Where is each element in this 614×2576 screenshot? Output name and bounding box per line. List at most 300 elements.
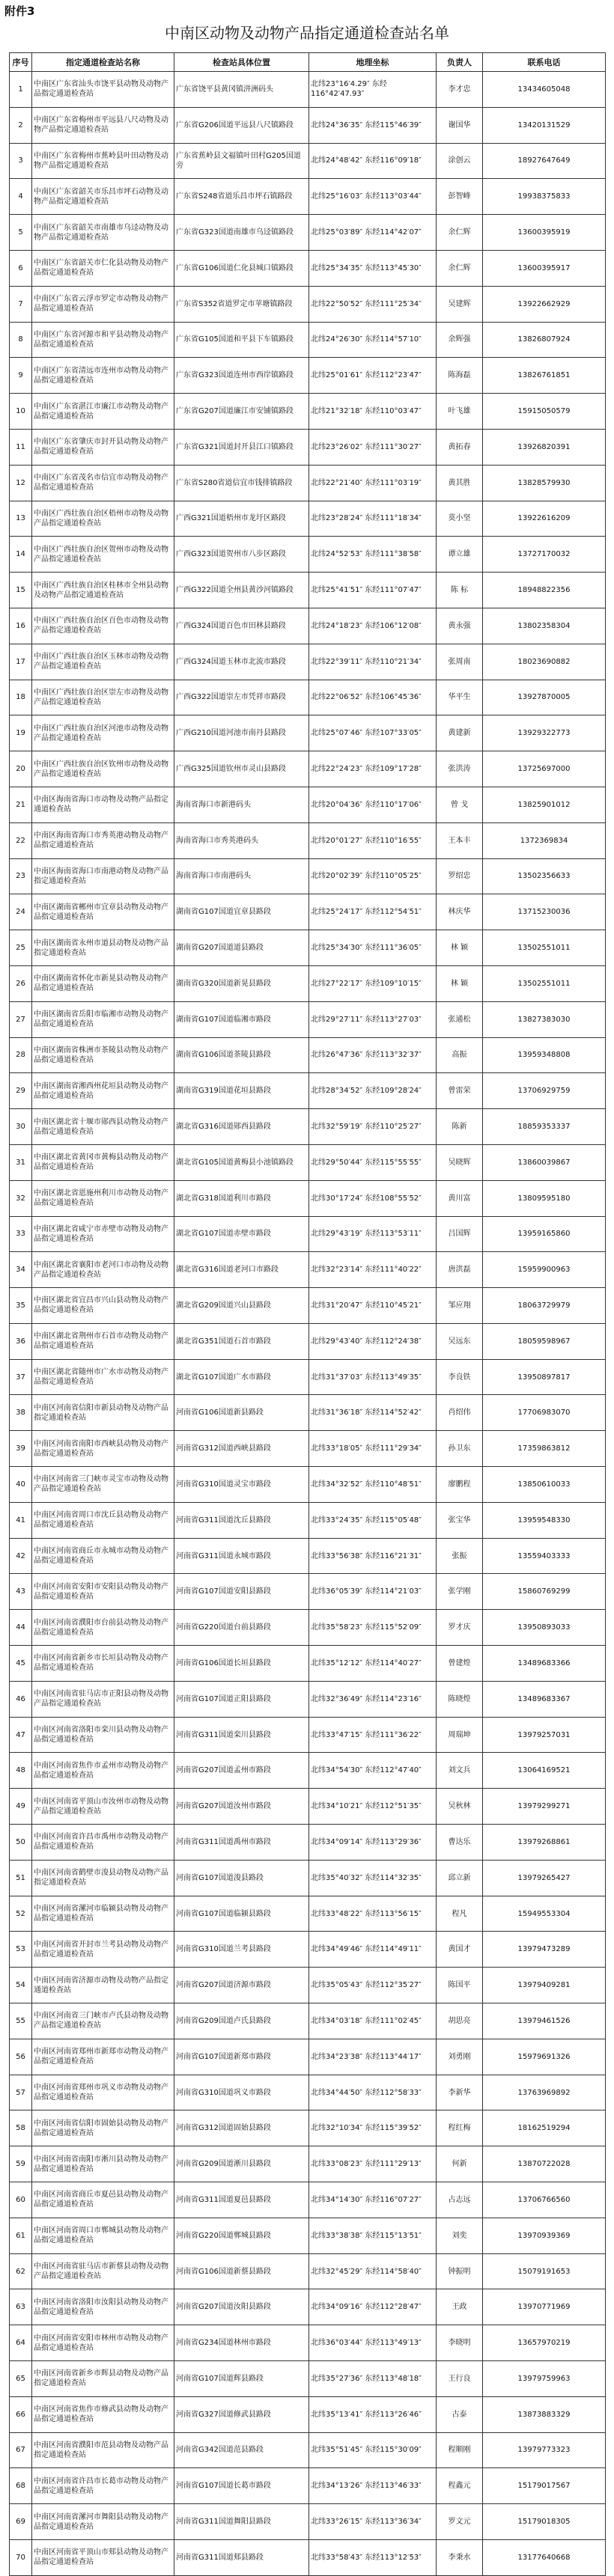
cell-phone: 15179017567 [483, 2468, 606, 2504]
header-phone: 联系电话 [483, 53, 606, 72]
cell-station-name: 中南区湖南省岳阳市临湘市动物及动物产品指定通道检查站 [32, 1001, 174, 1037]
cell-station-name: 中南区广东省梅州市平远县八尺动物及动物产品指定通道检查站 [32, 107, 174, 143]
cell-person: 曾建煌 [437, 1646, 483, 1682]
cell-station-name: 中南区河南省漯河市舞阳县动物及动物产品指定通道检查站 [32, 2504, 174, 2540]
cell-location: 湖南省G106国道茶陵县路段 [174, 1037, 309, 1073]
cell-person: 程红梅 [437, 2110, 483, 2146]
cell-number: 4 [10, 179, 32, 215]
cell-station-name: 中南区湖北省荆州市石首市动物及动物产品指定通道检查站 [32, 1323, 174, 1359]
cell-person: 邱立新 [437, 1860, 483, 1896]
cell-coordinates: 北纬21°32′18″ 东经110°03′47″ [309, 394, 437, 430]
table-row [10, 1467, 606, 1503]
cell-person: 李良铁 [437, 1359, 483, 1395]
cell-phone: 13826761851 [483, 358, 606, 394]
cell-location: 河南省G107国道临颍县路段 [174, 1896, 309, 1932]
cell-station-name: 中南区海南省海口市南港动物及动物产品指定通道检查站 [32, 858, 174, 894]
cell-phone: 13950893033 [483, 1610, 606, 1646]
cell-person: 李秉水 [437, 2539, 483, 2575]
cell-coordinates: 北纬33°08′23″ 东经111°29′13″ [309, 2146, 437, 2182]
cell-phone: 13979461526 [483, 2003, 606, 2039]
cell-number: 16 [10, 608, 32, 644]
cell-coordinates: 北纬27°22′17″ 东经109°10′15″ [309, 965, 437, 1001]
cell-coordinates: 北纬34°09′14″ 东经113°29′36″ [309, 1825, 437, 1861]
cell-phone: 13434605048 [483, 72, 606, 108]
cell-station-name: 中南区河南省焦作市修武县动物及动物产品指定通道检查站 [32, 2396, 174, 2432]
cell-number: 24 [10, 894, 32, 930]
cell-coordinates: 北纬35°12′12″ 东经114°40′27″ [309, 1646, 437, 1682]
cell-location: 广东省饶平县黄冈镇汫洲码头 [174, 72, 309, 108]
cell-coordinates: 北纬33°38′38″ 东经115°13′51″ [309, 2218, 437, 2253]
cell-phone: 13926820391 [483, 429, 606, 465]
cell-phone: 13600395919 [483, 215, 606, 251]
cell-coordinates: 北纬34°44′50″ 东经112°58′33″ [309, 2075, 437, 2110]
cell-coordinates: 北纬31°36′18″ 东经114°52′42″ [309, 1395, 437, 1431]
cell-location: 湖北省G105国道黄梅县小池镇路段 [174, 1144, 309, 1180]
cell-phone: 13502551011 [483, 965, 606, 1001]
cell-location: 海南省海口市南港码头 [174, 858, 309, 894]
cell-number: 68 [10, 2468, 32, 2504]
cell-coordinates: 北纬25°34′30″ 东经111°36′05″ [309, 930, 437, 966]
table-row [10, 2110, 606, 2146]
cell-number: 50 [10, 1825, 32, 1861]
cell-number: 32 [10, 1180, 32, 1216]
cell-number: 36 [10, 1323, 32, 1359]
cell-person: 陈海磊 [437, 358, 483, 394]
cell-person: 刘奕 [437, 2218, 483, 2253]
cell-station-name: 中南区河南省开封市兰考县动物及动物产品指定通道检查站 [32, 1932, 174, 1968]
cell-phone: 18023690882 [483, 644, 606, 680]
cell-number: 62 [10, 2253, 32, 2289]
cell-location: 湖北省G318国道利川市路段 [174, 1180, 309, 1216]
cell-number: 66 [10, 2396, 32, 2432]
cell-location: 广西G321国道梧州市龙圩区路段 [174, 501, 309, 537]
cell-person: 张振 [437, 1538, 483, 1574]
cell-coordinates: 北纬25°34′35″ 东经113°45′30″ [309, 250, 437, 286]
cell-location: 广西G324国道玉林市北流市路段 [174, 644, 309, 680]
header-person: 负责人 [437, 53, 483, 72]
cell-location: 河南省G107国道长葛市路段 [174, 2468, 309, 2504]
cell-phone: 18859353337 [483, 1109, 606, 1145]
cell-station-name: 中南区河南省周口市沈丘县动物及动物产品指定通道检查站 [32, 1502, 174, 1538]
cell-coordinates: 北纬25°01′61″ 东经112°23′47″ [309, 358, 437, 394]
cell-number: 25 [10, 930, 32, 966]
cell-number: 54 [10, 1968, 32, 2003]
table-row [10, 1252, 606, 1288]
cell-coordinates: 北纬24°36′35″ 东经115°46′39″ [309, 107, 437, 143]
cell-phone: 15915050579 [483, 394, 606, 430]
table-row [10, 1825, 606, 1861]
cell-person: 黄拓春 [437, 429, 483, 465]
cell-location: 湖北省G107国道赤壁市路段 [174, 1216, 309, 1252]
cell-number: 13 [10, 501, 32, 537]
cell-coordinates: 北纬20°02′39″ 东经110°05′25″ [309, 858, 437, 894]
cell-phone: 13727170032 [483, 537, 606, 573]
table-row [10, 1610, 606, 1646]
cell-station-name: 中南区广西壮族自治区崇左市动物及动物产品指定通道检查站 [32, 680, 174, 715]
cell-location: 广西G322国道崇左市凭祥市路段 [174, 680, 309, 715]
cell-station-name: 中南区湖北省宜昌市兴山县动物及动物产品指定通道检查站 [32, 1288, 174, 1324]
cell-phone: 13979268861 [483, 1825, 606, 1861]
cell-location: 河南省G107国道浚县路段 [174, 1860, 309, 1896]
cell-coordinates: 北纬22°06′52″ 东经106°45′36″ [309, 680, 437, 715]
cell-number: 3 [10, 143, 32, 179]
cell-number: 55 [10, 2003, 32, 2039]
table-row [10, 1431, 606, 1467]
cell-station-name: 中南区广东省河源市和平县动物及动物产品指定通道检查站 [32, 322, 174, 358]
cell-location: 广东省G207国道廉江市安铺镇路段 [174, 394, 309, 430]
table-row [10, 1001, 606, 1037]
cell-station-name: 中南区湖北省恩施州利川市动物及动物产品指定通道检查站 [32, 1180, 174, 1216]
cell-person: 罗绍忠 [437, 858, 483, 894]
cell-coordinates: 北纬35°51′45″ 东经115°30′09″ [309, 2432, 437, 2468]
cell-station-name: 中南区广西壮族自治区钦州市动物及动物产品指定通道检查站 [32, 751, 174, 787]
cell-person: 李新华 [437, 2075, 483, 2110]
table-row [10, 501, 606, 537]
cell-station-name: 中南区湖北省襄阳市老河口市动物及动物产品指定通道检查站 [32, 1252, 174, 1288]
cell-number: 41 [10, 1502, 32, 1538]
cell-person: 李才忠 [437, 72, 483, 108]
cell-station-name: 中南区湖北省黄冈市黄梅县动物及动物产品指定通道检查站 [32, 1144, 174, 1180]
cell-location: 广西G210国道河池市南丹县路段 [174, 715, 309, 751]
cell-station-name: 中南区湖南省永州市道县动物及动物产品指定通道检查站 [32, 930, 174, 966]
cell-person: 胡思亮 [437, 2003, 483, 2039]
cell-location: 湖南省G107国道宜章县路段 [174, 894, 309, 930]
cell-location: 河南省G207国道汝阳县路段 [174, 2289, 309, 2325]
table-row [10, 1789, 606, 1825]
cell-station-name: 中南区河南省濮阳市台前县动物及动物产品指定通道检查站 [32, 1610, 174, 1646]
cell-number: 30 [10, 1109, 32, 1145]
cell-coordinates: 北纬20°01′27″ 东经110°16′55″ [309, 822, 437, 858]
cell-person: 王行良 [437, 2361, 483, 2397]
cell-phone: 13802358304 [483, 608, 606, 644]
cell-person: 程顺刚 [437, 2432, 483, 2468]
cell-person: 黄川富 [437, 1180, 483, 1216]
cell-person: 王本丰 [437, 822, 483, 858]
table-row [10, 1717, 606, 1753]
table-row [10, 537, 606, 573]
cell-phone: 13979759963 [483, 2361, 606, 2397]
cell-location: 海南省海口市秀英港码头 [174, 822, 309, 858]
cell-coordinates: 北纬35°05′43″ 东经112°35′27″ [309, 1968, 437, 2003]
cell-station-name: 中南区河南省南阳市西峡县动物及动物产品指定通道检查站 [32, 1431, 174, 1467]
cell-number: 51 [10, 1860, 32, 1896]
cell-person: 华平生 [437, 680, 483, 715]
cell-number: 7 [10, 286, 32, 322]
table-row [10, 2003, 606, 2039]
cell-station-name: 中南区河南省平顶山市郏县动物及动物产品指定通道检查站 [32, 2539, 174, 2575]
cell-person: 叶飞雄 [437, 394, 483, 430]
cell-station-name: 中南区广西壮族自治区玉林市动物及动物产品指定通道检查站 [32, 644, 174, 680]
cell-station-name: 中南区河南省南阳市淅川县动物及动物产品指定通道检查站 [32, 2146, 174, 2182]
cell-number: 8 [10, 322, 32, 358]
cell-phone: 13959348808 [483, 1037, 606, 1073]
cell-coordinates: 北纬33°56′38″ 东经116°21′31″ [309, 1538, 437, 1574]
cell-location: 广西G325国道钦州市灵山县路段 [174, 751, 309, 787]
cell-station-name: 中南区河南省许昌市禹州市动物及动物产品指定通道检查站 [32, 1825, 174, 1861]
cell-person: 程鑫元 [437, 2468, 483, 2504]
cell-location: 广东省蕉岭县文福镇叶田村G205国道旁 [174, 143, 309, 179]
cell-person: 吕国辉 [437, 1216, 483, 1252]
table-row [10, 894, 606, 930]
header-coordinates: 地理坐标 [309, 53, 437, 72]
cell-person: 余仁辉 [437, 250, 483, 286]
cell-person: 彭智峰 [437, 179, 483, 215]
cell-coordinates: 北纬25°16′03″ 东经113°03′44″ [309, 179, 437, 215]
cell-number: 1 [10, 72, 32, 108]
cell-coordinates: 北纬22°21′40″ 东经111°03′19″ [309, 465, 437, 501]
cell-coordinates: 北纬29°27′11″ 东经113°27′03″ [309, 1001, 437, 1037]
table-row [10, 1896, 606, 1932]
cell-phone: 18063729979 [483, 1288, 606, 1324]
cell-location: 广东省G105国道和平县下车镇路段 [174, 322, 309, 358]
cell-number: 58 [10, 2110, 32, 2146]
cell-location: 湖北省G107国道广水市路段 [174, 1359, 309, 1395]
table-row [10, 394, 606, 430]
cell-station-name: 中南区河南省平顶山市汝州市动物及动物产品指定通道检查站 [32, 1789, 174, 1825]
cell-number: 6 [10, 250, 32, 286]
cell-number: 56 [10, 2039, 32, 2075]
cell-person: 曾雷荣 [437, 1073, 483, 1109]
cell-location: 海南省海口市新港码头 [174, 787, 309, 822]
table-row [10, 107, 606, 143]
table-row [10, 1860, 606, 1896]
cell-station-name: 中南区广东省湛江市廉江市动物及动物产品指定通道检查站 [32, 394, 174, 430]
cell-number: 63 [10, 2289, 32, 2325]
cell-phone: 13959165860 [483, 1216, 606, 1252]
cell-station-name: 中南区广东省茂名市信宜市动物及动物产品指定通道检查站 [32, 465, 174, 501]
cell-station-name: 中南区广东省清远市连州市动物及动物产品指定通道检查站 [32, 358, 174, 394]
cell-coordinates: 北纬23°16′4.29″ 东经116°42′47.93″ [309, 72, 437, 108]
cell-coordinates: 北纬31°37′03″ 东经113°49′35″ [309, 1359, 437, 1395]
cell-coordinates: 北纬33°47′15″ 东经111°36′22″ [309, 1717, 437, 1753]
cell-person: 张周南 [437, 644, 483, 680]
cell-coordinates: 北纬24°18′23″ 东经106°12′08″ [309, 608, 437, 644]
cell-station-name: 中南区河南省周口市郸城县动物及动物产品指定通道检查站 [32, 2218, 174, 2253]
table-body [10, 72, 606, 2576]
cell-coordinates: 北纬25°07′46″ 东经107°33′05″ [309, 715, 437, 751]
table-row [10, 1968, 606, 2003]
cell-person: 吴远东 [437, 1323, 483, 1359]
cell-station-name: 中南区河南省郑州市新郑市动物及动物产品指定通道检查站 [32, 2039, 174, 2075]
cell-person: 占志远 [437, 2182, 483, 2218]
cell-coordinates: 北纬34°10′21″ 东经112°51′35″ [309, 1789, 437, 1825]
cell-phone: 13559403333 [483, 1538, 606, 1574]
cell-person: 高振 [437, 1037, 483, 1073]
cell-station-name: 中南区河南省鹤壁市浚县动物及动物产品指定通道检查站 [32, 1860, 174, 1896]
cell-station-name: 中南区河南省驻马店市正阳县动物及动物产品指定通道检查站 [32, 1681, 174, 1717]
cell-location: 广西G323国道贺州市八步区路段 [174, 537, 309, 573]
cell-station-name: 中南区河南省信阳市新县动物及动物产品指定通道检查站 [32, 1395, 174, 1431]
cell-station-name: 中南区河南省商丘市夏邑县动物及动物产品指定通道检查站 [32, 2182, 174, 2218]
table-row [10, 858, 606, 894]
cell-person: 黄国才 [437, 1932, 483, 1968]
cell-number: 44 [10, 1610, 32, 1646]
cell-location: 河南省G209国道卢氏县路段 [174, 2003, 309, 2039]
cell-number: 35 [10, 1288, 32, 1324]
cell-station-name: 中南区河南省安阳市安阳县动物及动物产品指定通道检查站 [32, 1574, 174, 1610]
cell-location: 河南省G311国道禹州市路段 [174, 1825, 309, 1861]
cell-location: 河南省G310国道巩义市路段 [174, 2075, 309, 2110]
cell-number: 70 [10, 2539, 32, 2575]
cell-location: 河南省G220国道台前县路段 [174, 1610, 309, 1646]
cell-location: 湖南省G207国道道县路段 [174, 930, 309, 966]
table-row [10, 2396, 606, 2432]
cell-phone: 13979773323 [483, 2432, 606, 2468]
table-row [10, 1037, 606, 1073]
cell-station-name: 中南区河南省濮阳市范县动物及动物产品指定通道检查站 [32, 2432, 174, 2468]
cell-location: 河南省G310国道灵宝市路段 [174, 1467, 309, 1503]
cell-coordinates: 北纬29°43′40″ 东经112°24′38″ [309, 1323, 437, 1359]
table-row [10, 2075, 606, 2110]
document-title: 中南区动物及动物产品指定通道检查站名单 [165, 24, 449, 42]
cell-number: 53 [10, 1932, 32, 1968]
cell-number: 69 [10, 2504, 32, 2540]
cell-person: 谢国华 [437, 107, 483, 143]
table-row [10, 787, 606, 822]
cell-location: 河南省G311国道栾川县路段 [174, 1717, 309, 1753]
cell-phone: 18162519294 [483, 2110, 606, 2146]
cell-phone: 13870722028 [483, 2146, 606, 2182]
cell-coordinates: 北纬20°04′36″ 东经110°17′06″ [309, 787, 437, 822]
cell-station-name: 中南区广西壮族自治区桂林市全州县动物及动物产品指定通道检查站 [32, 573, 174, 608]
cell-phone: 17359863812 [483, 1431, 606, 1467]
cell-station-name: 中南区湖南省怀化市新晃县动物及动物产品指定通道检查站 [32, 965, 174, 1001]
cell-coordinates: 北纬33°26′15″ 东经113°36′34″ [309, 2504, 437, 2540]
table-row [10, 2325, 606, 2361]
cell-phone: 15979691326 [483, 2039, 606, 2075]
cell-station-name: 中南区广西壮族自治区贺州市动物及动物产品指定通道检查站 [32, 537, 174, 573]
table-row [10, 965, 606, 1001]
cell-station-name: 中南区海南省海口市动物及动物产品指定通道检查站 [32, 787, 174, 822]
cell-station-name: 中南区广西壮族自治区百色市动物及动物产品指定通道检查站 [32, 608, 174, 644]
cell-person: 林 颖 [437, 930, 483, 966]
cell-location: 河南省G312国道西峡县路段 [174, 1431, 309, 1467]
cell-person: 谭立雄 [437, 537, 483, 573]
table-row [10, 1753, 606, 1789]
table-row [10, 2432, 606, 2468]
cell-number: 42 [10, 1538, 32, 1574]
cell-person: 张宝华 [437, 1502, 483, 1538]
table-header-row [10, 53, 606, 72]
cell-person: 张通松 [437, 1001, 483, 1037]
annex-label: 附件3 [4, 4, 35, 18]
cell-person: 曹达乐 [437, 1825, 483, 1861]
table-row [10, 1502, 606, 1538]
cell-coordinates: 北纬22°24′23″ 东经109°17′28″ [309, 751, 437, 787]
cell-location: 广东省S352省道罗定市苹塘镇路段 [174, 286, 309, 322]
cell-station-name: 中南区广东省韶关市仁化县动物及动物产品指定通道检查站 [32, 250, 174, 286]
cell-location: 广东省G106国道仁化县城口镇路段 [174, 250, 309, 286]
cell-phone: 13657970219 [483, 2325, 606, 2361]
cell-number: 21 [10, 787, 32, 822]
table-row [10, 2361, 606, 2397]
cell-coordinates: 北纬34°54′30″ 东经112°47′40″ [309, 1753, 437, 1789]
header-location: 检查站具体位置 [174, 53, 309, 72]
cell-coordinates: 北纬24°26′30″ 东经114°57′10″ [309, 322, 437, 358]
cell-location: 湖北省G316国道郧西县路段 [174, 1109, 309, 1145]
cell-phone: 13979409281 [483, 1968, 606, 2003]
cell-phone: 13826807924 [483, 322, 606, 358]
cell-coordinates: 北纬36°05′39″ 东经114°21′03″ [309, 1574, 437, 1610]
cell-station-name: 中南区河南省漯河市临颍县动物及动物产品指定通道检查站 [32, 1896, 174, 1932]
cell-coordinates: 北纬34°09′16″ 东经112°28′47″ [309, 2289, 437, 2325]
cell-phone: 13809595180 [483, 1180, 606, 1216]
cell-station-name: 中南区广东省云浮市罗定市动物及动物产品指定通道检查站 [32, 286, 174, 322]
cell-coordinates: 北纬25°24′17″ 东经112°54′51″ [309, 894, 437, 930]
cell-phone: 13715230036 [483, 894, 606, 930]
cell-location: 河南省G311国道沈丘县路段 [174, 1502, 309, 1538]
cell-person: 陈新 [437, 1109, 483, 1145]
header-station-name: 指定通道检查站名称 [32, 53, 174, 72]
cell-coordinates: 北纬34°14′30″ 东经116°07′27″ [309, 2182, 437, 2218]
cell-location: 湖北省G351国道石首市路段 [174, 1323, 309, 1359]
cell-phone: 13979299271 [483, 1789, 606, 1825]
cell-number: 18 [10, 680, 32, 715]
cell-person: 张洪涛 [437, 751, 483, 787]
cell-phone: 13979257031 [483, 1717, 606, 1753]
cell-coordinates: 北纬32°45′29″ 东经114°58′40″ [309, 2253, 437, 2289]
cell-phone: 13706929759 [483, 1073, 606, 1109]
cell-number: 59 [10, 2146, 32, 2182]
cell-number: 20 [10, 751, 32, 787]
cell-coordinates: 北纬33°48′22″ 东经113°56′15″ [309, 1896, 437, 1932]
cell-number: 37 [10, 1359, 32, 1395]
cell-person: 罗才庆 [437, 1610, 483, 1646]
cell-station-name: 中南区河南省新乡市辉县动物及动物产品指定通道检查站 [32, 2361, 174, 2397]
cell-person: 肖绍伟 [437, 1395, 483, 1431]
cell-station-name: 中南区湖南省湘西州花垣县动物及动物产品指定通道检查站 [32, 1073, 174, 1109]
table-row [10, 2539, 606, 2575]
cell-location: 河南省G311国道夏邑县路段 [174, 2182, 309, 2218]
cell-person: 古泰 [437, 2396, 483, 2432]
cell-location: 河南省G106国道新县路段 [174, 1395, 309, 1431]
cell-phone: 13979265427 [483, 1860, 606, 1896]
table-row [10, 1359, 606, 1395]
cell-person: 黄其胜 [437, 465, 483, 501]
cell-phone: 15860769299 [483, 1574, 606, 1610]
cell-number: 33 [10, 1216, 32, 1252]
cell-location: 广东省G321国道封开县江口镇路段 [174, 429, 309, 465]
cell-person: 罗文元 [437, 2504, 483, 2540]
cell-number: 64 [10, 2325, 32, 2361]
table-row [10, 2289, 606, 2325]
cell-location: 河南省G312国道固始县路段 [174, 2110, 309, 2146]
cell-person: 曾 戈 [437, 787, 483, 822]
cell-person: 陈晓煌 [437, 1681, 483, 1717]
cell-location: 湖南省G107国道临湘市路段 [174, 1001, 309, 1037]
cell-person: 刘文兵 [437, 1753, 483, 1789]
cell-phone: 13064169521 [483, 1753, 606, 1789]
cell-coordinates: 北纬22°39′11″ 东经110°21′34″ [309, 644, 437, 680]
cell-number: 60 [10, 2182, 32, 2218]
table-row [10, 644, 606, 680]
table-row [10, 1932, 606, 1968]
cell-phone: 13489683366 [483, 1646, 606, 1682]
cell-number: 47 [10, 1717, 32, 1753]
cell-number: 17 [10, 644, 32, 680]
table-row [10, 751, 606, 787]
cell-number: 22 [10, 822, 32, 858]
cell-phone: 13502356633 [483, 858, 606, 894]
cell-phone: 13177640668 [483, 2539, 606, 2575]
cell-station-name: 中南区河南省驻马店市新蔡县动物及动物产品指定通道检查站 [32, 2253, 174, 2289]
cell-coordinates: 北纬32°36′49″ 东经114°23′16″ [309, 1681, 437, 1717]
cell-phone: 19938375833 [483, 179, 606, 215]
cell-location: 河南省G220国道郸城县路段 [174, 2218, 309, 2253]
cell-coordinates: 北纬33°18′05″ 东经111°29′34″ [309, 1431, 437, 1467]
cell-person: 张学刚 [437, 1574, 483, 1610]
cell-station-name: 中南区湖北省咸宁市赤壁市动物及动物产品指定通道检查站 [32, 1216, 174, 1252]
